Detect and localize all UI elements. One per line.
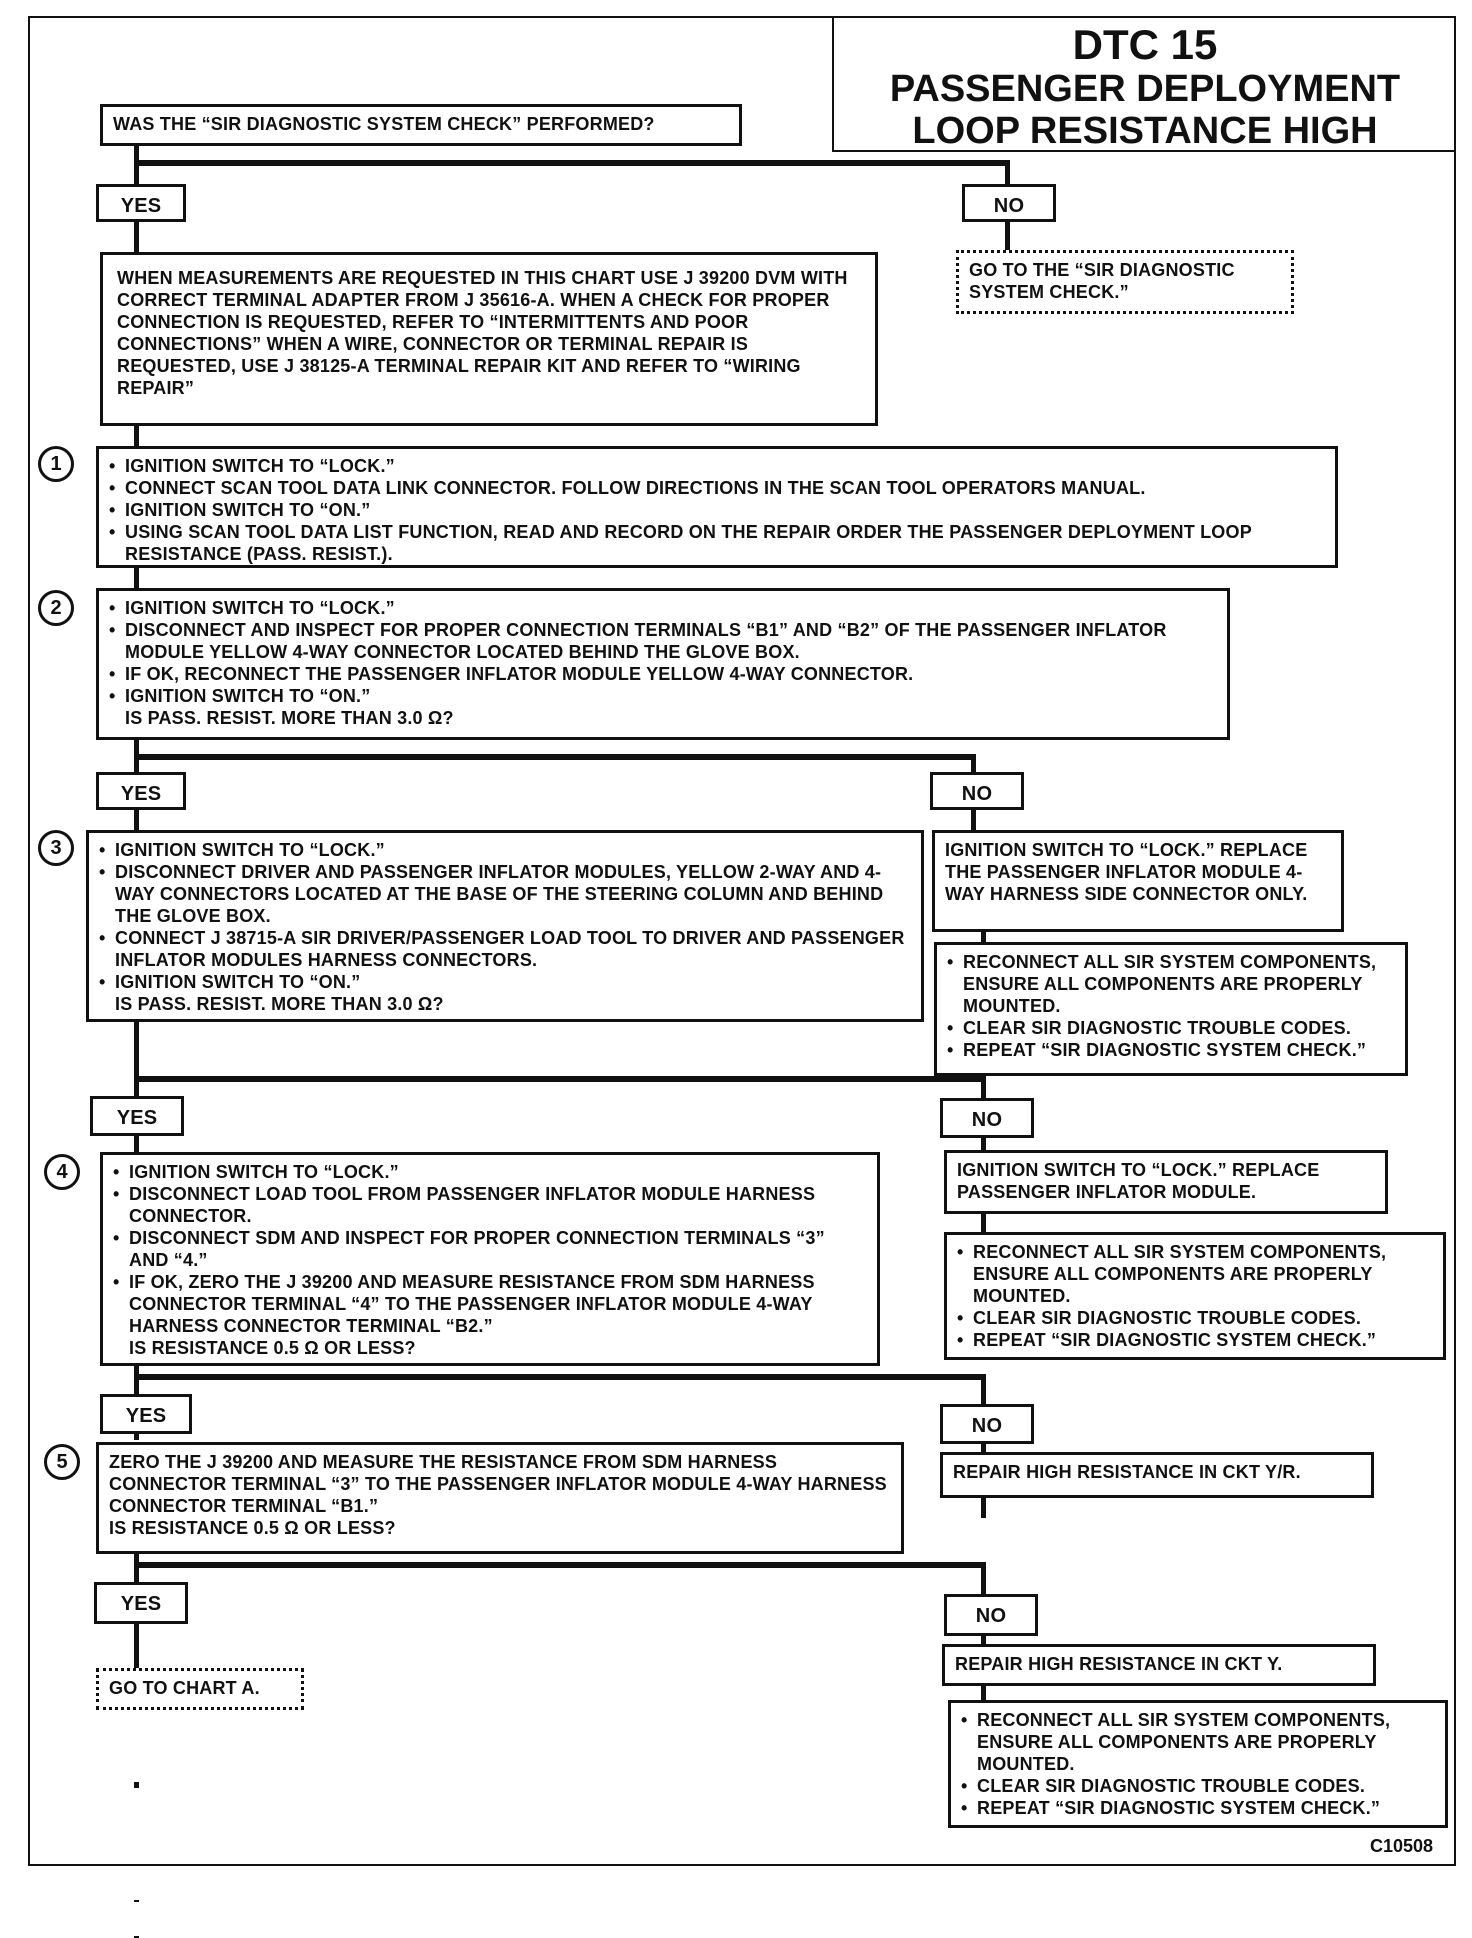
connector xyxy=(134,810,139,830)
connector xyxy=(134,1562,986,1568)
s2-item: • IGNITION SWITCH TO “LOCK.” xyxy=(109,597,1217,619)
r1-item: • REPEAT “SIR DIAGNOSTIC SYSTEM CHECK.” xyxy=(947,1039,1395,1061)
intro-instructions: WHEN MEASUREMENTS ARE REQUESTED IN THIS CHART USE J 39200 DVM WITH CORRECT TERMINAL ADAPTER FROM J 35616-A. WHEN A CHECK FOR PROPER CONNECTION IS REQUESTED, REFER TO “INTERMITTENTS AND POOR CONNECTIONS” WHEN A WIRE, CONNECTOR OR TERMINAL REPAIR IS REQUESTED, USE J 38125-A TERMINAL REPAIR KIT AND REFER TO “WIRING REPAIR” xyxy=(100,252,878,426)
yes-label-q: YES xyxy=(96,184,186,222)
step-1-marker: 1 xyxy=(38,446,74,482)
go-to-chart-a: GO TO CHART A. xyxy=(96,1668,304,1710)
yes-label-3: YES xyxy=(90,1096,184,1136)
step-1-box xyxy=(96,446,1338,568)
figure-code: C10508 xyxy=(1370,1836,1434,1856)
step-3-no-action: IGNITION SWITCH TO “LOCK.” REPLACE PASSENGER INFLATOR MODULE. xyxy=(944,1150,1388,1214)
connector xyxy=(1005,160,1010,184)
s4-item: • DISCONNECT SDM AND INSPECT FOR PROPER CONNECTION TERMINALS “3” AND “4.” xyxy=(113,1227,867,1271)
s3-item: • IGNITION SWITCH TO “LOCK.” xyxy=(99,839,911,861)
s1-item: • USING SCAN TOOL DATA LIST FUNCTION, READ AND RECORD ON THE REPAIR ORDER THE PASSENGER DEPLOYMENT LOOP RESISTANCE (PASS. RESIST.). xyxy=(109,521,1325,565)
step-4-marker: 4 xyxy=(44,1154,80,1190)
connector xyxy=(134,568,139,588)
s3-item: • DISCONNECT DRIVER AND PASSENGER INFLATOR MODULES, YELLOW 2-WAY AND 4-WAY CONNECTORS LOCATED AT THE BASE OF THE STEERING COLUMN AND BEHIND THE GLOVE BOX. xyxy=(99,861,911,927)
step-2-box xyxy=(96,588,1230,740)
no-label-5: NO xyxy=(944,1594,1038,1636)
no-label-4: NO xyxy=(940,1404,1034,1444)
s3-item: • IGNITION SWITCH TO “ON.” xyxy=(99,971,911,993)
title-block xyxy=(832,16,1456,152)
r1-item: • CLEAR SIR DIAGNOSTIC TROUBLE CODES. xyxy=(947,1017,1395,1039)
yes-label-5: YES xyxy=(94,1582,188,1624)
r3-item: • CLEAR SIR DIAGNOSTIC TROUBLE CODES. xyxy=(961,1775,1435,1797)
step-2-no-action: IGNITION SWITCH TO “LOCK.” REPLACE THE PASSENGER INFLATOR MODULE 4-WAY HARNESS SIDE CONNECTOR ONLY. xyxy=(932,830,1344,932)
connector xyxy=(981,1498,986,1518)
s2-item: • DISCONNECT AND INSPECT FOR PROPER CONNECTION TERMINALS “B1” AND “B2” OF THE PASSENGER INFLATOR MODULE YELLOW 4-WAY CONNECTOR LOCATED BEHIND THE GLOVE BOX. xyxy=(109,619,1217,663)
r2-item: • CLEAR SIR DIAGNOSTIC TROUBLE CODES. xyxy=(957,1307,1433,1329)
connector xyxy=(981,1214,986,1232)
connector xyxy=(134,754,976,760)
connector xyxy=(981,1562,986,1594)
step-3-question: IS PASS. RESIST. MORE THAN 3.0 Ω? xyxy=(115,994,444,1014)
r2-item: • REPEAT “SIR DIAGNOSTIC SYSTEM CHECK.” xyxy=(957,1329,1433,1351)
s2-item: • IF OK, RECONNECT THE PASSENGER INFLATOR MODULE YELLOW 4-WAY CONNECTOR. xyxy=(109,663,1217,685)
s3-item: • CONNECT J 38715-A SIR DRIVER/PASSENGER LOAD TOOL TO DRIVER AND PASSENGER INFLATOR MODULES HARNESS CONNECTORS. xyxy=(99,927,911,971)
s1-item: • IGNITION SWITCH TO “LOCK.” xyxy=(109,455,1325,477)
s4-item: • DISCONNECT LOAD TOOL FROM PASSENGER INFLATOR MODULE HARNESS CONNECTOR. xyxy=(113,1183,867,1227)
r3-item: • REPEAT “SIR DIAGNOSTIC SYSTEM CHECK.” xyxy=(961,1797,1435,1819)
connector xyxy=(971,810,976,830)
step-4-question: IS RESISTANCE 0.5 Ω OR LESS? xyxy=(129,1338,416,1358)
connector xyxy=(981,1686,986,1700)
s1-item: • CONNECT SCAN TOOL DATA LINK CONNECTOR. FOLLOW DIRECTIONS IN THE SCAN TOOL OPERATORS MANUAL. xyxy=(109,477,1325,499)
step-5-marker: 5 xyxy=(44,1444,80,1480)
connector xyxy=(134,222,139,252)
step-5-question: IS RESISTANCE 0.5 Ω OR LESS? xyxy=(109,1518,396,1538)
step-3-box xyxy=(86,830,924,1022)
step-4-box xyxy=(100,1152,880,1366)
step-5-text: ZERO THE J 39200 AND MEASURE THE RESISTANCE FROM SDM HARNESS CONNECTOR TERMINAL “3” TO THE PASSENGER INFLATOR MODULE 4-WAY HARNESS CONNECTOR TERMINAL “B1.” xyxy=(109,1452,887,1516)
step-5-box xyxy=(96,1442,904,1554)
s4-item: • IF OK, ZERO THE J 39200 AND MEASURE RESISTANCE FROM SDM HARNESS CONNECTOR TERMINAL “4” TO THE PASSENGER INFLATOR MODULE 4-WAY HARNESS CONNECTOR TERMINAL “B2.” xyxy=(113,1271,867,1337)
connector xyxy=(981,1444,986,1452)
s2-item: • IGNITION SWITCH TO “ON.” xyxy=(109,685,1217,707)
connector xyxy=(134,1624,139,1668)
connector xyxy=(134,1900,139,1902)
connector xyxy=(134,1136,139,1152)
r3-item: • RECONNECT ALL SIR SYSTEM COMPONENTS, ENSURE ALL COMPONENTS ARE PROPERLY MOUNTED. xyxy=(961,1709,1435,1775)
connector xyxy=(134,1076,986,1082)
title-dtc: DTC 15 xyxy=(1072,21,1218,68)
connector xyxy=(134,160,1010,166)
step-5-no-action: REPAIR HIGH RESISTANCE IN CKT Y. xyxy=(942,1644,1376,1686)
connector xyxy=(971,754,976,772)
no-label-2: NO xyxy=(930,772,1024,810)
connector xyxy=(134,1368,139,1388)
connector xyxy=(1005,222,1010,250)
s4-item: • IGNITION SWITCH TO “LOCK.” xyxy=(113,1161,867,1183)
step-5-no-reconnect xyxy=(948,1700,1448,1828)
yes-label-2: YES xyxy=(96,772,186,810)
step-4-no-action: REPAIR HIGH RESISTANCE IN CKT Y/R. xyxy=(940,1452,1374,1498)
r1-item: • RECONNECT ALL SIR SYSTEM COMPONENTS, ENSURE ALL COMPONENTS ARE PROPERLY MOUNTED. xyxy=(947,951,1395,1017)
connector xyxy=(134,1554,139,1582)
go-to-sir-check: GO TO THE “SIR DIAGNOSTIC SYSTEM CHECK.” xyxy=(956,250,1294,314)
title-line3: LOOP RESISTANCE HIGH xyxy=(912,110,1378,152)
no-label-3: NO xyxy=(940,1098,1034,1138)
r2-item: • RECONNECT ALL SIR SYSTEM COMPONENTS, ENSURE ALL COMPONENTS ARE PROPERLY MOUNTED. xyxy=(957,1241,1433,1307)
connector xyxy=(981,932,986,942)
connector xyxy=(981,1636,986,1644)
step-2-marker: 2 xyxy=(38,590,74,626)
connector xyxy=(134,1782,139,1788)
step-2-question: IS PASS. RESIST. MORE THAN 3.0 Ω? xyxy=(125,708,454,728)
connector xyxy=(981,1076,986,1098)
no-label-q: NO xyxy=(962,184,1056,222)
title-line2: PASSENGER DEPLOYMENT xyxy=(889,68,1401,110)
connector xyxy=(134,1374,986,1380)
s1-item: • IGNITION SWITCH TO “ON.” xyxy=(109,499,1325,521)
connector xyxy=(134,1022,139,1096)
step-3-marker: 3 xyxy=(38,830,74,866)
step-3-no-reconnect xyxy=(944,1232,1446,1360)
connector xyxy=(981,1374,986,1404)
yes-label-4: YES xyxy=(100,1394,192,1434)
step-2-no-reconnect xyxy=(934,942,1408,1076)
connector xyxy=(981,1136,986,1150)
question-sir-check: WAS THE “SIR DIAGNOSTIC SYSTEM CHECK” PERFORMED? xyxy=(100,104,742,146)
